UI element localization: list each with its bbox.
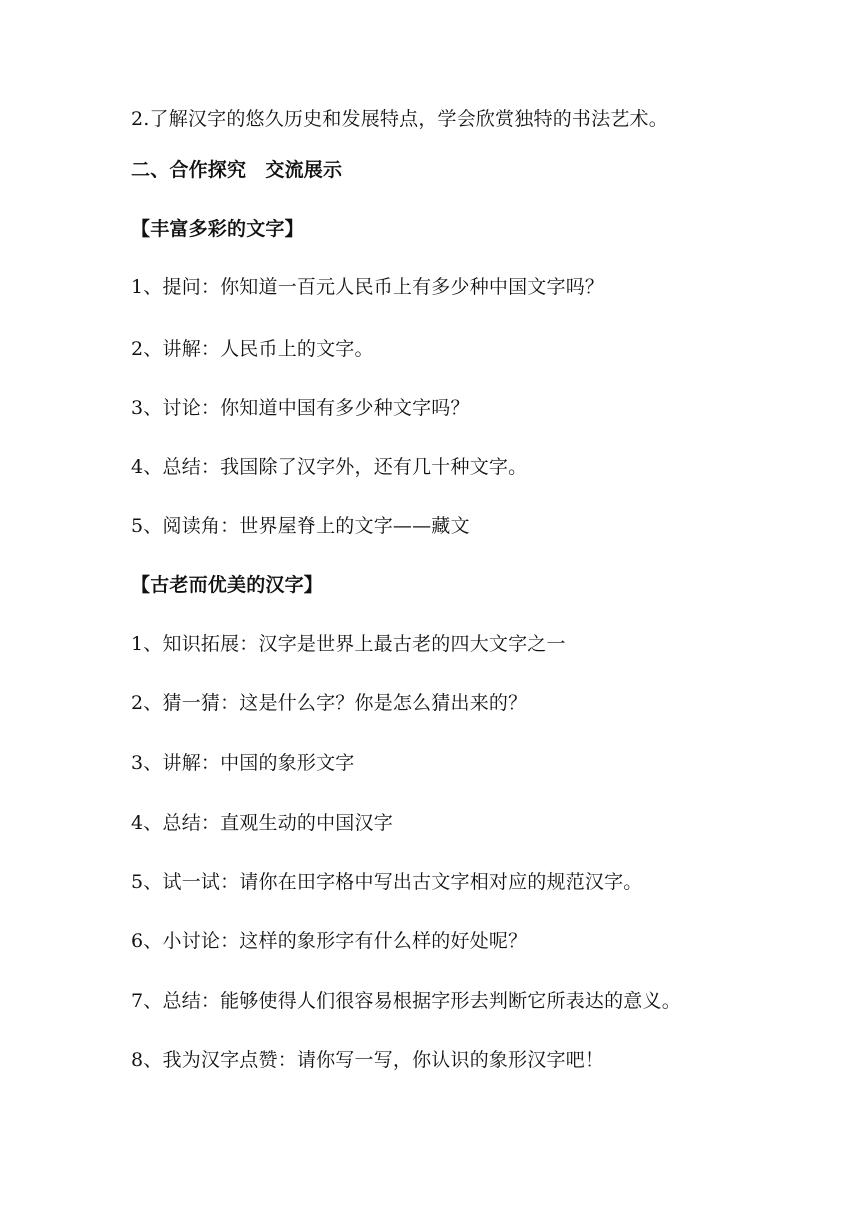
list-item: 4、总结：直观生动的中国汉字 [131, 812, 393, 834]
list-item: 3、讲解：中国的象形文字 [131, 752, 355, 774]
list-item: 8、我为汉字点赞：请你写一写，你认识的象形汉字吧！ [131, 1049, 605, 1071]
list-item: 7、总结：能够使得人们很容易根据字形去判断它所表达的意义。 [131, 990, 681, 1012]
list-item: 1、提问：你知道一百元人民币上有多少种中国文字吗？ [131, 276, 605, 298]
part-1-heading: 【丰富多彩的文字】 [131, 218, 304, 240]
list-item: 2、讲解：人民币上的文字。 [131, 338, 374, 360]
list-item: 2、猜一猜：这是什么字？你是怎么猜出来的？ [131, 692, 528, 714]
list-item: 1、知识拓展：汉字是世界上最古老的四大文字之一 [131, 633, 566, 655]
section-heading: 二、合作探究 交流展示 [131, 159, 343, 181]
list-item: 6、小讨论：这样的象形字有什么样的好处呢？ [131, 930, 528, 952]
part-2-heading: 【古老而优美的汉字】 [131, 574, 324, 596]
list-item: 5、阅读角：世界屋脊上的文字——藏文 [131, 515, 470, 537]
objective-2: 2.了解汉字的悠久历史和发展特点，学会欣赏独特的书法艺术。 [131, 108, 668, 130]
list-item: 3、讨论：你知道中国有多少种文字吗？ [131, 397, 470, 419]
list-item: 4、总结：我国除了汉字外，还有几十种文字。 [131, 456, 528, 478]
list-item: 5、试一试：请你在田字格中写出古文字相对应的规范汉字。 [131, 871, 643, 893]
